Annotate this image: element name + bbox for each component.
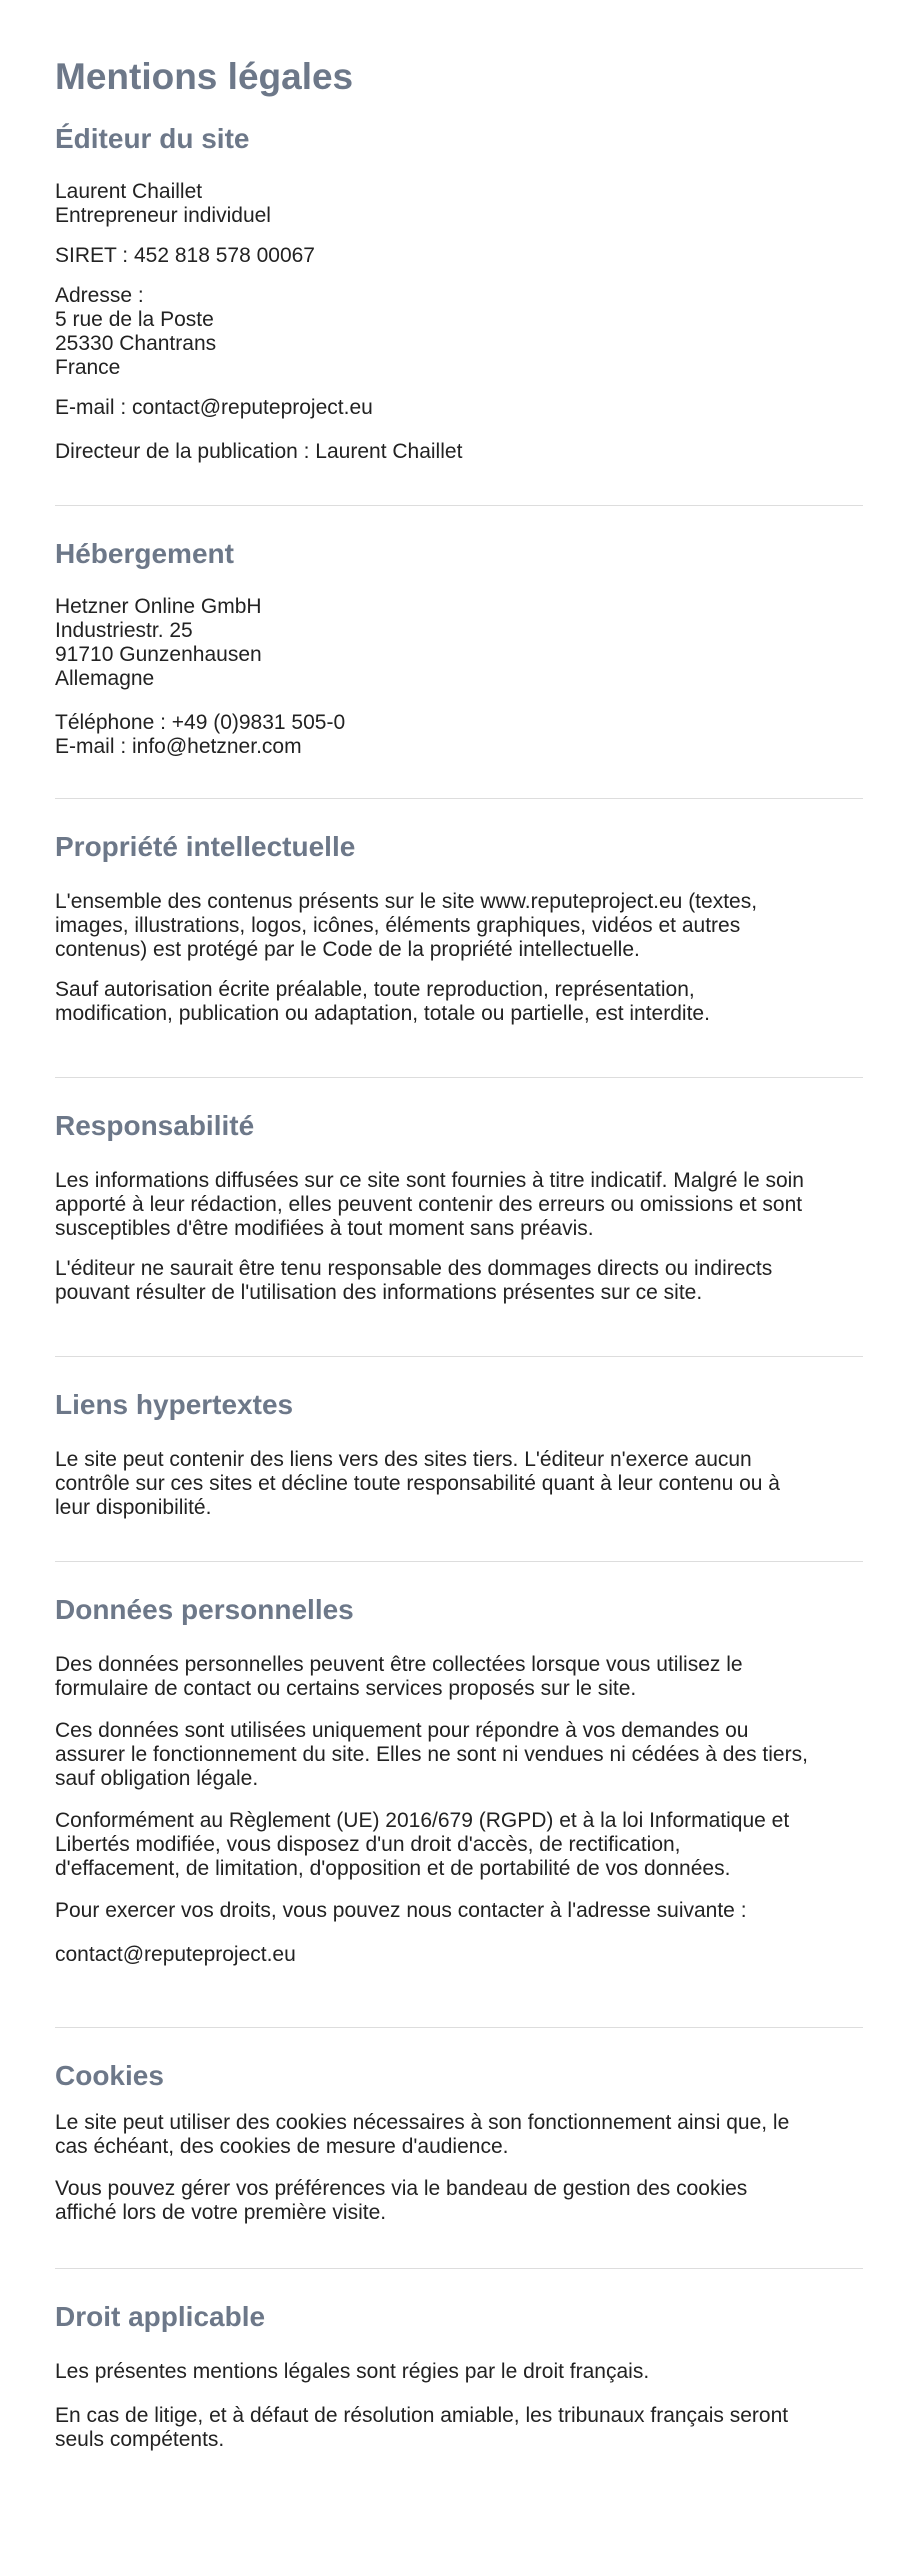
section-divider (55, 1077, 863, 1078)
section-responsabilite (55, 1105, 863, 1305)
host-address (55, 595, 863, 691)
text-line: Des données personnelles peuvent être collectées lorsque vous utilisez le (55, 1653, 743, 1676)
editor-name: Laurent Chaillet (55, 180, 203, 203)
editor-director: Directeur de la publication : Laurent Chaillet (55, 440, 463, 463)
donnees-paragraph-4: Pour exercer vos droits, vous pouvez nous contacter à l'adresse suivante : (55, 1899, 747, 1922)
text-line: images, illustrations, logos, icônes, éléments graphiques, vidéos et autres (55, 914, 741, 937)
section-donnees (55, 1589, 863, 1967)
section-editeur (55, 118, 863, 464)
text-line: pouvant résulter de l'utilisation des informations présentes sur ce site. (55, 1281, 703, 1304)
section-heading-donnees: Données personnelles (55, 1594, 354, 1625)
section-heading-hebergement: Hébergement (55, 538, 234, 569)
text-line: cas échéant, des cookies de mesure d'audience. (55, 2135, 509, 2158)
text-line: Les informations diffusées sur ce site sont fournies à titre indicatif. Malgré le soin (55, 1169, 804, 1192)
responsabilite-paragraph-1 (55, 1169, 863, 1241)
propriete-paragraph-1 (55, 890, 863, 962)
text-line: Ces données sont utilisées uniquement pour répondre à vos demandes ou (55, 1719, 749, 1742)
section-droit (55, 2296, 863, 2452)
section-cookies (55, 2055, 863, 2225)
propriete-paragraph-2 (55, 978, 863, 1026)
text-line: affiché lors de votre première visite. (55, 2201, 387, 2224)
text-line: apporté à leur rédaction, elles peuvent contenir des erreurs ou omissions et sont (55, 1193, 803, 1216)
text-line: Sauf autorisation écrite préalable, toute reproduction, représentation, (55, 978, 695, 1001)
section-heading-responsabilite: Responsabilité (55, 1110, 255, 1141)
droit-paragraph-2 (55, 2404, 863, 2452)
text-line: assurer le fonctionnement du site. Elles ne sont ni vendues ni cédées à des tiers, (55, 1743, 808, 1766)
donnees-contact-email: contact@reputeproject.eu (55, 1943, 296, 1966)
section-heading-propriete: Propriété intellectuelle (55, 831, 356, 862)
host-address-line: Industriestr. 25 (55, 619, 193, 642)
cookies-paragraph-2 (55, 2177, 863, 2225)
text-line: Le site peut contenir des liens vers des sites tiers. L'éditeur n'exerce aucun (55, 1448, 752, 1471)
section-heading-editeur: Éditeur du site (55, 123, 250, 154)
section-divider (55, 2268, 863, 2269)
text-line: seuls compétents. (55, 2428, 225, 2451)
text-line: L'éditeur ne saurait être tenu responsable des dommages directs ou indirects (55, 1257, 773, 1280)
text-line: susceptibles d'être modifiées à tout moment sans préavis. (55, 1217, 594, 1240)
text-line: Libertés modifiée, vous disposez d'un droit d'accès, de rectification, (55, 1833, 681, 1856)
text-line: Vous pouvez gérer vos préférences via le bandeau de gestion des cookies (55, 2177, 748, 2200)
section-divider (55, 2027, 863, 2028)
host-address-line: 91710 Gunzenhausen (55, 643, 262, 666)
section-heading-liens: Liens hypertextes (55, 1389, 294, 1420)
text-line: modification, publication ou adaptation, totale ou partielle, est interdite. (55, 1002, 710, 1025)
host-company: Hetzner Online GmbH (55, 595, 262, 618)
donnees-paragraph-1 (55, 1653, 863, 1701)
section-divider (55, 798, 863, 799)
page-title: Mentions légales (55, 56, 354, 97)
host-address-line: Allemagne (55, 667, 155, 690)
text-line: contrôle sur ces sites et décline toute responsabilité quant à leur contenu ou à (55, 1472, 780, 1495)
cookies-paragraph-1 (55, 2111, 863, 2159)
donnees-paragraph-3 (55, 1809, 863, 1881)
editor-address-line: 5 rue de la Poste (55, 308, 214, 331)
liens-paragraph-1 (55, 1448, 863, 1520)
editor-address-line: 25330 Chantrans (55, 332, 217, 355)
section-propriete (55, 826, 863, 1026)
editor-address (55, 284, 863, 380)
editor-identity (55, 180, 863, 228)
text-line: Conformément au Règlement (UE) 2016/679 (RGPD) et à la loi Informatique et (55, 1809, 790, 1832)
section-liens (55, 1384, 863, 1520)
donnees-paragraph-2 (55, 1719, 863, 1791)
text-line: leur disponibilité. (55, 1496, 212, 1519)
host-contact (55, 711, 863, 759)
text-line: sauf obligation légale. (55, 1767, 259, 1790)
droit-paragraph-1: Les présentes mentions légales sont régies par le droit français. (55, 2360, 650, 2383)
section-divider (55, 1356, 863, 1357)
text-line: L'ensemble des contenus présents sur le site www.reputeproject.eu (textes, (55, 890, 758, 913)
section-divider (55, 505, 863, 506)
host-email: E-mail : info@hetzner.com (55, 735, 302, 758)
section-divider (55, 1561, 863, 1562)
editor-email: E-mail : contact@reputeproject.eu (55, 396, 373, 419)
text-line: En cas de litige, et à défaut de résolution amiable, les tribunaux français seront (55, 2404, 789, 2427)
text-line: formulaire de contact ou certains services proposés sur le site. (55, 1677, 637, 1700)
text-line: contenus) est protégé par le Code de la propriété intellectuelle. (55, 938, 640, 961)
section-hebergement (55, 533, 863, 759)
host-phone: Téléphone : +49 (0)9831 505-0 (55, 711, 346, 734)
section-heading-cookies: Cookies (55, 2060, 164, 2091)
text-line: d'effacement, de limitation, d'opposition et de portabilité de vos données. (55, 1857, 731, 1880)
responsabilite-paragraph-2 (55, 1257, 863, 1305)
editor-status: Entrepreneur individuel (55, 204, 271, 227)
section-heading-droit: Droit applicable (55, 2301, 266, 2332)
editor-address-label: Adresse : (55, 284, 144, 307)
editor-address-line: France (55, 356, 121, 379)
text-line: Le site peut utiliser des cookies nécessaires à son fonctionnement ainsi que, le (55, 2111, 790, 2134)
editor-siret: SIRET : 452 818 578 00067 (55, 244, 315, 267)
